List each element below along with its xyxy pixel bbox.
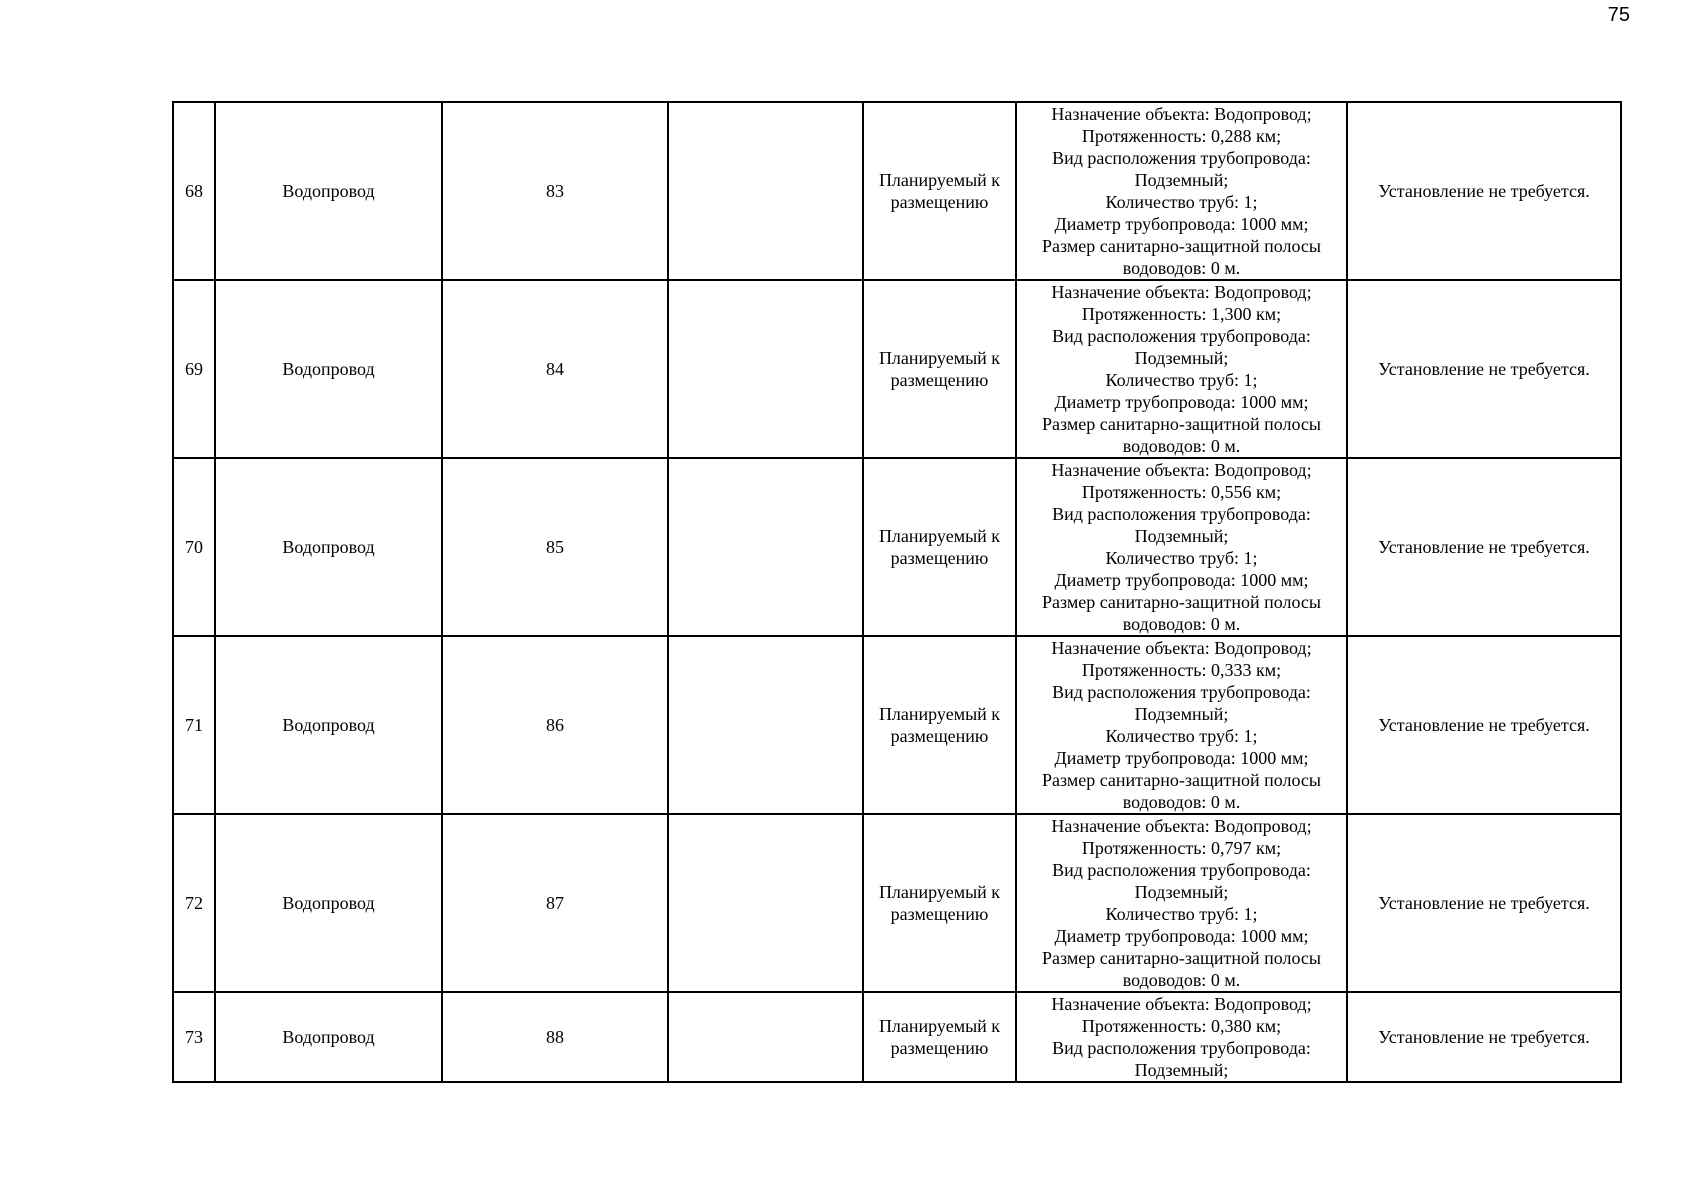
description-line: Протяженность: 0,333 км; — [1081, 660, 1282, 680]
object-status — [863, 814, 1016, 992]
table-row — [173, 814, 1621, 992]
description-line: Диаметр трубопровода: 1000 мм; — [1054, 392, 1309, 412]
description-line: Протяженность: 0,380 км; — [1081, 1016, 1282, 1036]
description-line: Подземный; — [1134, 170, 1229, 190]
description-line: Диаметр трубопровода: 1000 мм; — [1054, 214, 1309, 234]
row-number: 71 — [173, 636, 215, 814]
description-line: Назначение объекта: Водопровод; — [1051, 104, 1312, 124]
zone-requirement: Установление не требуется. — [1347, 280, 1621, 458]
status-line: Планируемый к — [878, 348, 1001, 368]
table-body — [173, 102, 1621, 1082]
zone-requirement: Установление не требуется. — [1347, 102, 1621, 280]
object-name: Водопровод — [215, 814, 442, 992]
status-line: размещению — [890, 548, 989, 568]
object-description — [1016, 814, 1347, 992]
row-number: 73 — [173, 992, 215, 1082]
description-line: Вид расположения трубопровода: — [1052, 504, 1311, 524]
description-line: Подземный; — [1134, 526, 1229, 546]
table-row — [173, 992, 1621, 1082]
row-number: 68 — [173, 102, 215, 280]
description-line: водоводов: 0 м. — [1122, 792, 1241, 812]
description-line: Количество труб: 1; — [1105, 548, 1258, 568]
empty-cell — [668, 102, 863, 280]
description-line: Вид расположения трубопровода: — [1052, 860, 1311, 880]
description-line: Подземный; — [1134, 348, 1229, 368]
description-line: Назначение объекта: Водопровод; — [1051, 994, 1312, 1014]
description-line: Назначение объекта: Водопровод; — [1051, 460, 1312, 480]
description-line: Вид расположения трубопровода: — [1052, 148, 1311, 168]
object-description — [1016, 280, 1347, 458]
objects-table — [172, 101, 1622, 1083]
object-code: 87 — [442, 814, 668, 992]
row-number: 69 — [173, 280, 215, 458]
object-name: Водопровод — [215, 458, 442, 636]
description-line: водоводов: 0 м. — [1122, 436, 1241, 456]
row-number: 70 — [173, 458, 215, 636]
status-line: размещению — [890, 1038, 989, 1058]
table-row — [173, 280, 1621, 458]
object-code: 83 — [442, 102, 668, 280]
object-description — [1016, 636, 1347, 814]
row-number: 72 — [173, 814, 215, 992]
object-name: Водопровод — [215, 636, 442, 814]
description-line: Количество труб: 1; — [1105, 192, 1258, 212]
object-name: Водопровод — [215, 280, 442, 458]
description-line: Вид расположения трубопровода: — [1052, 1038, 1311, 1058]
description-line: водоводов: 0 м. — [1122, 970, 1241, 990]
table-row — [173, 102, 1621, 280]
status-line: размещению — [890, 370, 989, 390]
status-line: размещению — [890, 192, 989, 212]
description-line: Диаметр трубопровода: 1000 мм; — [1054, 748, 1309, 768]
zone-requirement: Установление не требуется. — [1347, 458, 1621, 636]
zone-requirement: Установление не требуется. — [1347, 992, 1621, 1082]
object-description — [1016, 992, 1347, 1082]
object-code: 88 — [442, 992, 668, 1082]
object-name: Водопровод — [215, 102, 442, 280]
object-status — [863, 458, 1016, 636]
description-line: Назначение объекта: Водопровод; — [1051, 816, 1312, 836]
description-line: Размер санитарно-защитной полосы — [1041, 592, 1322, 612]
description-line: Протяженность: 0,797 км; — [1081, 838, 1282, 858]
description-line: водоводов: 0 м. — [1122, 258, 1241, 278]
status-line: Планируемый к — [878, 170, 1001, 190]
object-name: Водопровод — [215, 992, 442, 1082]
status-line: размещению — [890, 726, 989, 746]
object-description — [1016, 102, 1347, 280]
description-line: Размер санитарно-защитной полосы — [1041, 948, 1322, 968]
table-row — [173, 636, 1621, 814]
description-line: Протяженность: 0,288 км; — [1081, 126, 1282, 146]
description-line: Назначение объекта: Водопровод; — [1051, 638, 1312, 658]
description-line: водоводов: 0 м. — [1122, 614, 1241, 634]
description-line: Диаметр трубопровода: 1000 мм; — [1054, 570, 1309, 590]
description-line: Вид расположения трубопровода: — [1052, 682, 1311, 702]
status-line: размещению — [890, 904, 989, 924]
empty-cell — [668, 992, 863, 1082]
description-line: Размер санитарно-защитной полосы — [1041, 414, 1322, 434]
status-line: Планируемый к — [878, 882, 1001, 902]
description-line: Количество труб: 1; — [1105, 370, 1258, 390]
description-line: Подземный; — [1134, 704, 1229, 724]
description-line: Вид расположения трубопровода: — [1052, 326, 1311, 346]
description-line: Подземный; — [1134, 882, 1229, 902]
status-line: Планируемый к — [878, 704, 1001, 724]
object-status — [863, 280, 1016, 458]
zone-requirement: Установление не требуется. — [1347, 636, 1621, 814]
object-status — [863, 636, 1016, 814]
status-line: Планируемый к — [878, 1016, 1001, 1036]
empty-cell — [668, 458, 863, 636]
description-line: Количество труб: 1; — [1105, 904, 1258, 924]
description-line: Диаметр трубопровода: 1000 мм; — [1054, 926, 1309, 946]
empty-cell — [668, 636, 863, 814]
table-row — [173, 458, 1621, 636]
object-status — [863, 102, 1016, 280]
object-code: 85 — [442, 458, 668, 636]
object-code: 84 — [442, 280, 668, 458]
description-line: Размер санитарно-защитной полосы — [1041, 236, 1322, 256]
empty-cell — [668, 280, 863, 458]
description-line: Размер санитарно-защитной полосы — [1041, 770, 1322, 790]
status-line: Планируемый к — [878, 526, 1001, 546]
description-line: Протяженность: 0,556 км; — [1081, 482, 1282, 502]
description-line: Назначение объекта: Водопровод; — [1051, 282, 1312, 302]
zone-requirement: Установление не требуется. — [1347, 814, 1621, 992]
page-number: 75 — [1607, 4, 1630, 26]
empty-cell — [668, 814, 863, 992]
description-line: Протяженность: 1,300 км; — [1081, 304, 1282, 324]
object-status — [863, 992, 1016, 1082]
object-code: 86 — [442, 636, 668, 814]
description-line: Количество труб: 1; — [1105, 726, 1258, 746]
description-line: Подземный; — [1134, 1060, 1229, 1080]
object-description — [1016, 458, 1347, 636]
